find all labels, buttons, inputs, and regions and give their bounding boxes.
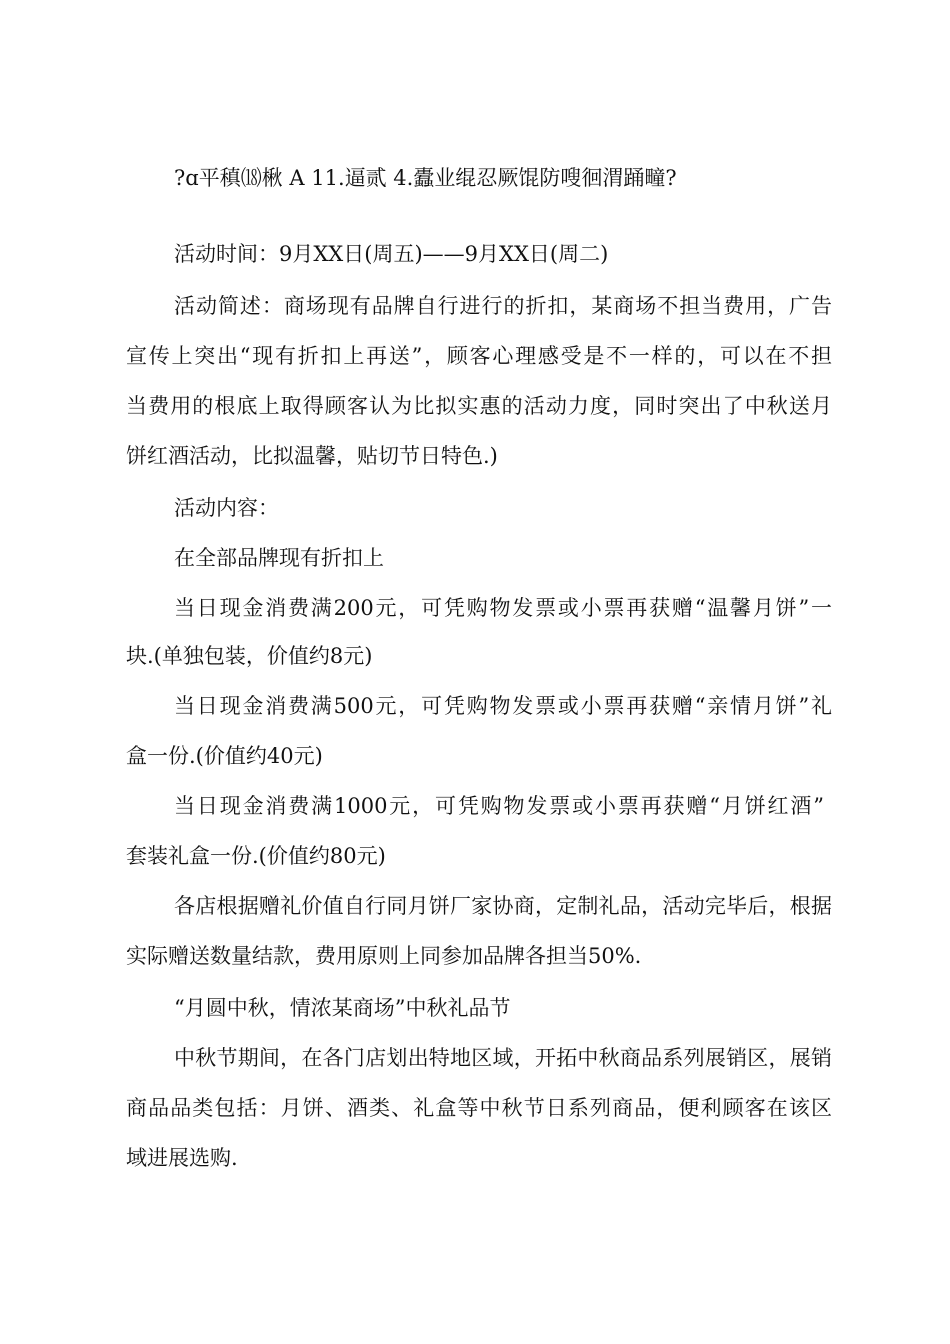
all-brands-line: 在全部品牌现有折扣上 <box>174 546 384 570</box>
festival-title-line: “月圆中秋，情浓某商场”中秋礼品节 <box>174 996 511 1020</box>
negotiate-line-2: 实际赠送数量结款，费用原则上同参加品牌各担当50%. <box>126 944 642 968</box>
brief-line-2: 宣传上突出“现有折扣上再送”，顾客心理感受是不一样的，可以在不担 <box>126 344 832 368</box>
brief-line-1: 活动简述：商场现有品牌自行进行的折扣，某商场不担当费用，广告 <box>174 294 832 318</box>
activity-time-line: 活动时间：9月XX日(周五)——9月XX日(周二) <box>174 242 609 266</box>
tier1-line-1: 当日现金消费满200元，可凭购物发票或小票再获赠“温馨月饼”一 <box>174 596 832 620</box>
festival-line-3: 域进展选购. <box>126 1146 238 1170</box>
tier2-line-1: 当日现金消费满500元，可凭购物发票或小票再获赠“亲情月饼”礼 <box>174 694 832 718</box>
tier1-line-2: 块.(单独包装，价值约8元) <box>126 644 373 668</box>
tier3-line-2: 套装礼盒一份.(价值约80元) <box>126 844 386 868</box>
festival-line-2: 商品品类包括：月饼、酒类、礼盒等中秋节日系列商品，便利顾客在该区 <box>126 1096 832 1120</box>
tier2-line-2: 盒一份.(价值约40元) <box>126 744 323 768</box>
festival-line-1: 中秋节期间，在各门店划出特地区域，开拓中秋商品系列展销区，展销 <box>174 1046 832 1070</box>
content-label: 活动内容： <box>174 496 279 520</box>
brief-line-4: 饼红酒活动，比拟温馨，贴切节日特色.) <box>126 444 498 468</box>
tier3-line-1: 当日现金消费满1000元，可凭购物发票或小票再获赠“月饼红酒” <box>174 794 824 818</box>
negotiate-line-1: 各店根据赠礼价值自行同月饼厂家协商，定制礼品，活动完毕后，根据 <box>174 894 832 918</box>
brief-line-3: 当费用的根底上取得顾客认为比拟实惠的活动力度，同时突出了中秋送月 <box>126 394 832 418</box>
garbled-header-line: ?ɑ平稹⒅楸 A 11.逼贰 4.蠹业绲忍厥馄防嗖徊渭踊疃? <box>174 166 677 190</box>
